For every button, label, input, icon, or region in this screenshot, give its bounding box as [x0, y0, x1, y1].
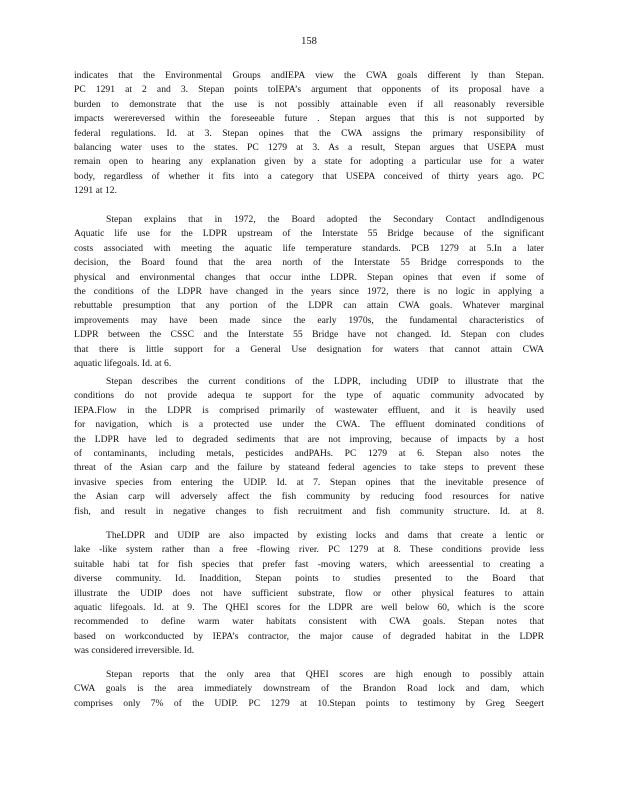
text-line: invasive species from entering the UDIP. Id. at 7. Stepan opines that the inevitable presence of — [74, 476, 544, 488]
text-line: federal regulations. Id. at 3. Stepan opines that the CWA assigns the primary responsibility of — [74, 127, 544, 139]
text-line: burden to demonstrate that the use is not possibly attainable even if all reasonably reversible — [74, 98, 544, 110]
text-line: impacts werereversed within the foreseeable future . Stepan argues that this is not supported by — [74, 113, 544, 125]
text-line: Stepan describes the current conditions of the LDPR, including UDIP to illustrate that the — [106, 376, 544, 387]
text-line: based on workconducted by IEPA’s contractor, the major cause of degraded habitat in the LDPR — [74, 630, 544, 642]
text-line: PC 1291 at 2 and 3. Stepan points toIEPA’s argument that opponents of its proposal have a — [74, 84, 544, 96]
text-line: recommended to define warm water habitats consistent with CWA goals. Stepan notes that — [74, 616, 544, 628]
text-line: for navigation, which is a protected use under the CWA. The effluent dominated conditions of — [74, 419, 544, 431]
paragraph — [74, 69, 544, 199]
text-line: of contaminants, including metals, pesticides andPAHs. PC 1279 at 6. Stepan also notes the — [74, 447, 544, 459]
text-line: rebuttable presumption that any portion of the LDPR can attain CWA goals. Whatever marginal — [74, 300, 544, 312]
text-line: was considered irreversible. Id. — [74, 645, 195, 657]
text-line: LDPR between the CSSC and the Interstate 55 Bridge have not changed. Id. Stepan con cludes — [74, 329, 544, 341]
text-line: the Asian carp will adversely affect the fish community by reducing food resources for native — [74, 491, 544, 503]
text-line: 1291 at 12. — [74, 185, 117, 197]
paragraph — [74, 529, 544, 659]
text-line: the conditions of the LDPR have changed in the years since 1972, there is no logic in applying a — [74, 285, 544, 297]
text-line: improvements may have been made since the early 1970s, the fundamental characteristics of — [74, 314, 544, 326]
text-line: the LDPR have led to degraded sediments that are not improving, because of impacts by a host — [74, 433, 544, 445]
text-line: fish, and result in negative changes to fish recruitment and fish community structure. Id. at 8. — [74, 505, 544, 517]
text-line: suitable habi tat for fish species that prefer fast -moving waters, which areessential to creating a — [74, 558, 544, 570]
text-line: indicates that the Environmental Groups andIEPA view the CWA goals different ly than Stepan. — [74, 70, 544, 81]
text-line: costs associated with meeting the aquatic life temperature standards. PCB 1279 at 5.In a later — [74, 242, 544, 254]
text-line: remain open to hearing any explanation given by a state for adopting a particular use for a water — [74, 156, 544, 168]
text-line: decision, the Board found that the area north of the Interstate 55 Bridge corresponds to the — [74, 257, 544, 269]
text-line: IEPA.Flow in the LDPR is comprised primarily of wastewater effluent, and it is heavily used — [74, 404, 544, 416]
text-line: Stepan reports that the only area that QHEI scores are high enough to possibly attain — [106, 669, 544, 680]
text-line: comprises only 7% of the UDIP. PC 1279 at 10.Stepan points to testimony by Greg Seegert — [74, 697, 544, 709]
text-line: illustrate the UDIP does not have sufficient substrate, flow or other physical features to attain — [74, 587, 544, 599]
text-line: conditions do not provide adequa te support for the type of aquatic community advocated by — [74, 390, 544, 402]
text-line: threat of the Asian carp and the failure by stateand federal agencies to take steps to prevent these — [74, 462, 544, 474]
text-line: diverse community. Id. Inaddition, Stepan points to studies presented to the Board that — [74, 573, 544, 585]
text-line: that there is little support for a General Use designation for waters that cannot attain CWA — [74, 343, 544, 355]
text-line: CWA goals is the area immediately downstream of the Brandon Road lock and dam, which — [74, 683, 544, 695]
paragraph — [74, 375, 544, 519]
text-line: lake -like system rather than a free -flowing river. PC 1279 at 8. These conditions provide less — [74, 544, 544, 556]
text-line: physical and environmental changes that occur inthe LDPR. Stepan opines that even if some of — [74, 271, 544, 283]
text-line: aquatic lifegoals. Id. at 6. — [74, 357, 172, 369]
text-line: Stepan explains that in 1972, the Board adopted the Secondary Contact andIndigenous — [106, 214, 544, 225]
text-line: balancing water uses to the states. PC 1279 at 3. As a result, Stepan argues that USEPA must — [74, 141, 544, 153]
text-line: aquatic lifegoals. Id. at 9. The QHEI scores for the LDPR are well below 60, which is the score — [74, 601, 544, 613]
text-line: TheLDPR and UDIP are also impacted by existing locks and dams that create a lentic or — [106, 530, 544, 541]
page-number: 158 — [301, 36, 317, 47]
paragraph — [74, 668, 544, 711]
text-line: body, regardless of whether it fits into a category that USEPA conceived of thirty years ago. PC — [74, 170, 544, 182]
text-line: Aquatic life use for the LDPR upstream of the Interstate 55 Bridge because of the significant — [74, 228, 544, 240]
paragraph — [74, 213, 544, 371]
